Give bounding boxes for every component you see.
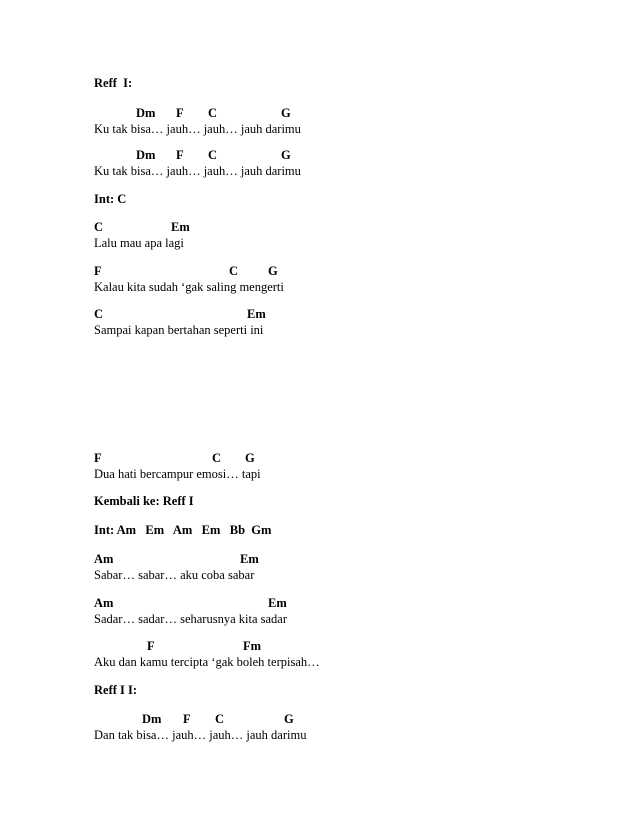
chord: C (94, 307, 104, 321)
chord: G (281, 148, 291, 162)
chord: Dm (136, 106, 156, 120)
lyric-line: Sabar… sabar… aku coba sabar (94, 568, 255, 582)
section-heading-reff-2: Reff I I: (94, 683, 138, 697)
section-heading-kembali: Kembali ke: Reff I (94, 494, 194, 508)
chord: Em (268, 596, 287, 610)
chord: Em (240, 552, 259, 566)
chord: C (208, 148, 218, 162)
chord: G (245, 451, 255, 465)
chord: F (176, 106, 184, 120)
chord: Am (94, 552, 114, 566)
lyric-line: Sadar… sadar… seharusnya kita sadar (94, 612, 287, 626)
chord: G (281, 106, 291, 120)
chord: C (229, 264, 239, 278)
lyric-line: Ku tak bisa… jauh… jauh… jauh darimu (94, 164, 301, 178)
chord: F (176, 148, 184, 162)
chord: F (94, 264, 102, 278)
chord: G (284, 712, 294, 726)
chord: Am (94, 596, 114, 610)
section-heading-intro-c: Int: C (94, 192, 127, 206)
section-heading-intro-chords: Int: Am Em Am Em Bb Gm (94, 523, 272, 537)
lyric-line: Ku tak bisa… jauh… jauh… jauh darimu (94, 122, 301, 136)
chord: C (215, 712, 225, 726)
lyric-line: Dua hati bercampur emosi… tapi (94, 467, 261, 481)
chord: Fm (243, 639, 262, 653)
chord: F (94, 451, 102, 465)
lyric-line: Lalu mau apa lagi (94, 236, 184, 250)
chord: Dm (142, 712, 162, 726)
chord: Dm (136, 148, 156, 162)
lyric-line: Dan tak bisa… jauh… jauh… jauh darimu (94, 728, 307, 742)
chord: Em (171, 220, 190, 234)
chord: G (268, 264, 278, 278)
chord: C (208, 106, 218, 120)
lyric-line: Kalau kita sudah ‘gak saling mengerti (94, 280, 284, 294)
lyric-line: Sampai kapan bertahan seperti ini (94, 323, 264, 337)
chord: C (212, 451, 222, 465)
chord: F (183, 712, 191, 726)
lyric-line: Aku dan kamu tercipta ‘gak boleh terpisah… (94, 655, 320, 669)
chord: C (94, 220, 104, 234)
section-heading-reff-1: Reff I: (94, 76, 133, 90)
chord: F (147, 639, 155, 653)
chord: Em (247, 307, 266, 321)
